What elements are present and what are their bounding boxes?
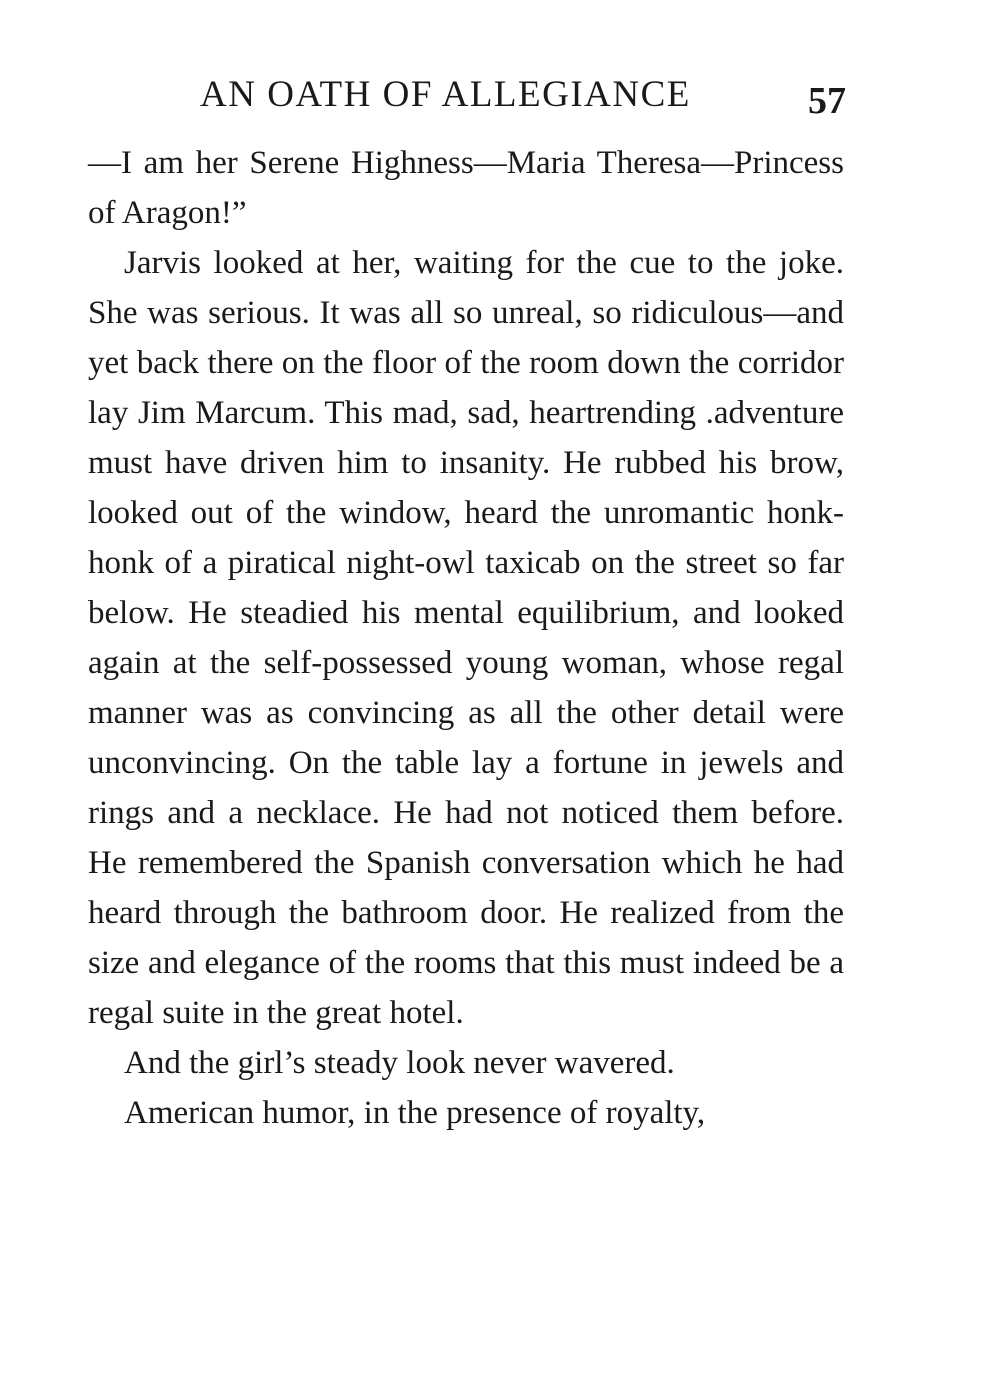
page-number: 57 (808, 80, 846, 122)
paragraph-continuation: —I am her Serene Highness—Maria Theresa—Princess of Aragon!” (88, 145, 844, 231)
paragraph-jarvis: Jarvis looked at her, waiting for the cue to the joke. She was serious. It was all so unreal, so ridiculous—and yet back there on the floor of the room down the corridor lay Jim Marcum. This mad, sad, heartrending .adventure must have driven him to insanity. He rubbed his brow, looked out of the window, heard the unromantic honk-honk of a piratical night-owl taxicab on the street so far below. He steadied his mental equilibrium, and looked again at the self-possessed young woman, whose regal manner was as convincing as all the other detail were unconvincing. On the table lay a fortune in jewels and rings and a necklace. He had not noticed them before. He remembered the Spanish conversation which he had heard through the bathroom door. He realized from the size and elegance of the rooms that this must indeed be a regal suite in the great hotel. (88, 245, 844, 1031)
paragraph-girl-look: And the girl’s steady look never wavered. (124, 1045, 675, 1081)
body-text (88, 138, 844, 1138)
running-head (88, 70, 848, 120)
running-title: AN OATH OF ALLEGIANCE (200, 74, 691, 115)
paragraph-american-humor: American humor, in the presence of royalty, (124, 1095, 706, 1131)
